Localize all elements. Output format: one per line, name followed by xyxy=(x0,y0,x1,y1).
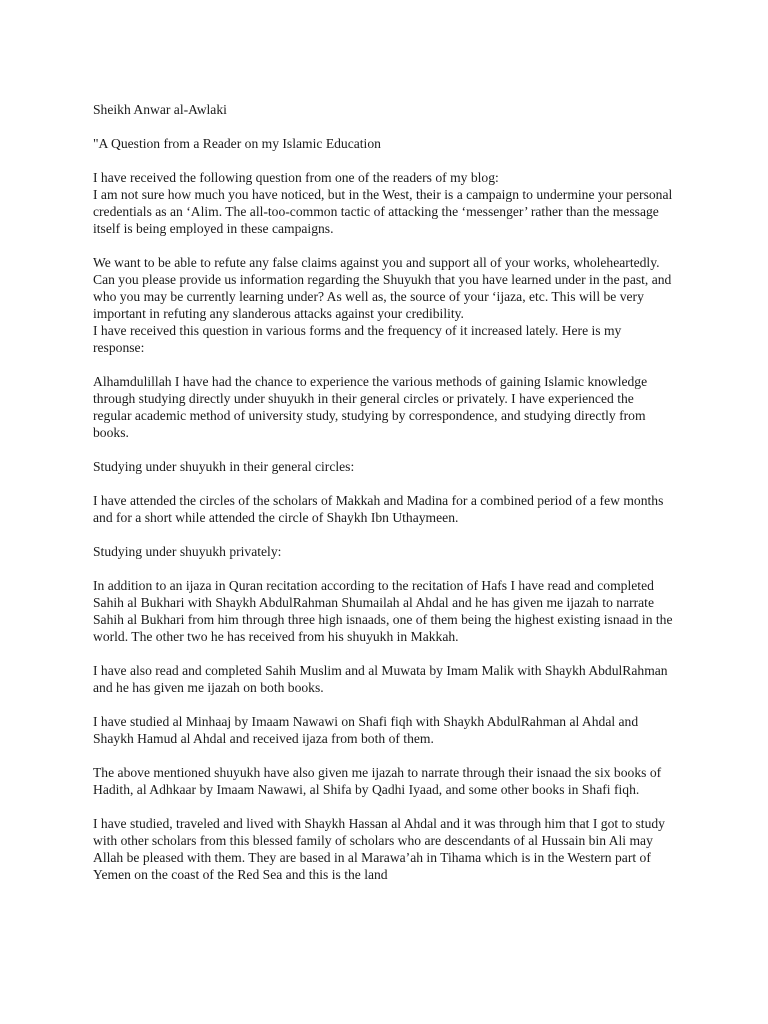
paragraph-bukhari: In addition to an ijaza in Quran recitation according to the recitation of Hafs I have read and completed Sahih al Bukhari with Shaykh AbdulRahman Shumailah al Ahdal and he has given me ijazah to narrate Sahih al Bukhari from him through three high isnaads, one of them being the highest existing isnaad in the world. The other two he has received from his shuyukh in Makkah. xyxy=(93,578,673,644)
paragraph-hassan-al-ahdal: I have studied, traveled and lived with Shaykh Hassan al Ahdal and it was through him that I got to study with other scholars from this blessed family of scholars who are descendants of al Hussain bin Ali may Allah be pleased with them. They are based in al Marawa’ah in Tihama which is in the Western part of Yemen on the coast of the Red Sea and this is the land xyxy=(93,816,665,882)
paragraph-minhaaj: I have studied al Minhaaj by Imaam Nawawi on Shafi fiqh with Shaykh AbdulRahman al Ahdal and Shaykh Hamud al Ahdal and received ijaza from both of them. xyxy=(93,714,639,746)
paragraph-general-circles: I have attended the circles of the scholars of Makkah and Madina for a combined period of a few months and for a short while attended the circle of Shaykh Ibn Uthaymeen. xyxy=(93,493,664,525)
document-page xyxy=(93,101,673,900)
document-title: "A Question from a Reader on my Islamic Education xyxy=(93,136,381,151)
paragraph-response-intro: I have received this question in various forms and the frequency of it increased lately. Here is my response: xyxy=(93,323,622,355)
author-line: Sheikh Anwar al-Awlaki xyxy=(93,102,227,117)
paragraph-six-books: The above mentioned shuyukh have also given me ijazah to narrate through their isnaad the six books of Hadith, al Adhkaar by Imaam Nawawi, al Shifa by Qadhi Iyaad, and some other books in Shafi fiqh. xyxy=(93,765,662,797)
paragraph-question-part-2: We want to be able to refute any false claims against you and support all of your works, wholeheartedly. Can you please provide us information regarding the Shuyukh that you have learned under in the past, and who you may be currently learning under? As well as, the source of your ‘ijaza, etc. This will be very important in refuting any slanderous attacks against your credibility. xyxy=(93,255,672,321)
section-heading-privately: Studying under shuyukh privately: xyxy=(93,544,282,559)
paragraph-methods: Alhamdulillah I have had the chance to experience the various methods of gaining Islamic knowledge through studying directly under shuyukh in their general circles or privately. I have experienced the regular academic method of university study, studying by correspondence, and studying directly from books. xyxy=(93,374,648,440)
paragraph-question-part-1: I am not sure how much you have noticed, but in the West, their is a campaign to undermine your personal credentials as an ‘Alim. The all-too-common tactic of attacking the ‘messenger’ rather than the message itself is being employed in these campaigns. xyxy=(93,187,673,236)
paragraph-muslim-muwata: I have also read and completed Sahih Muslim and al Muwata by Imam Malik with Shaykh AbdulRahman and he has given me ijazah on both books. xyxy=(93,663,668,695)
section-heading-general-circles: Studying under shuyukh in their general circles: xyxy=(93,459,355,474)
paragraph-intro: I have received the following question from one of the readers of my blog: xyxy=(93,170,499,185)
